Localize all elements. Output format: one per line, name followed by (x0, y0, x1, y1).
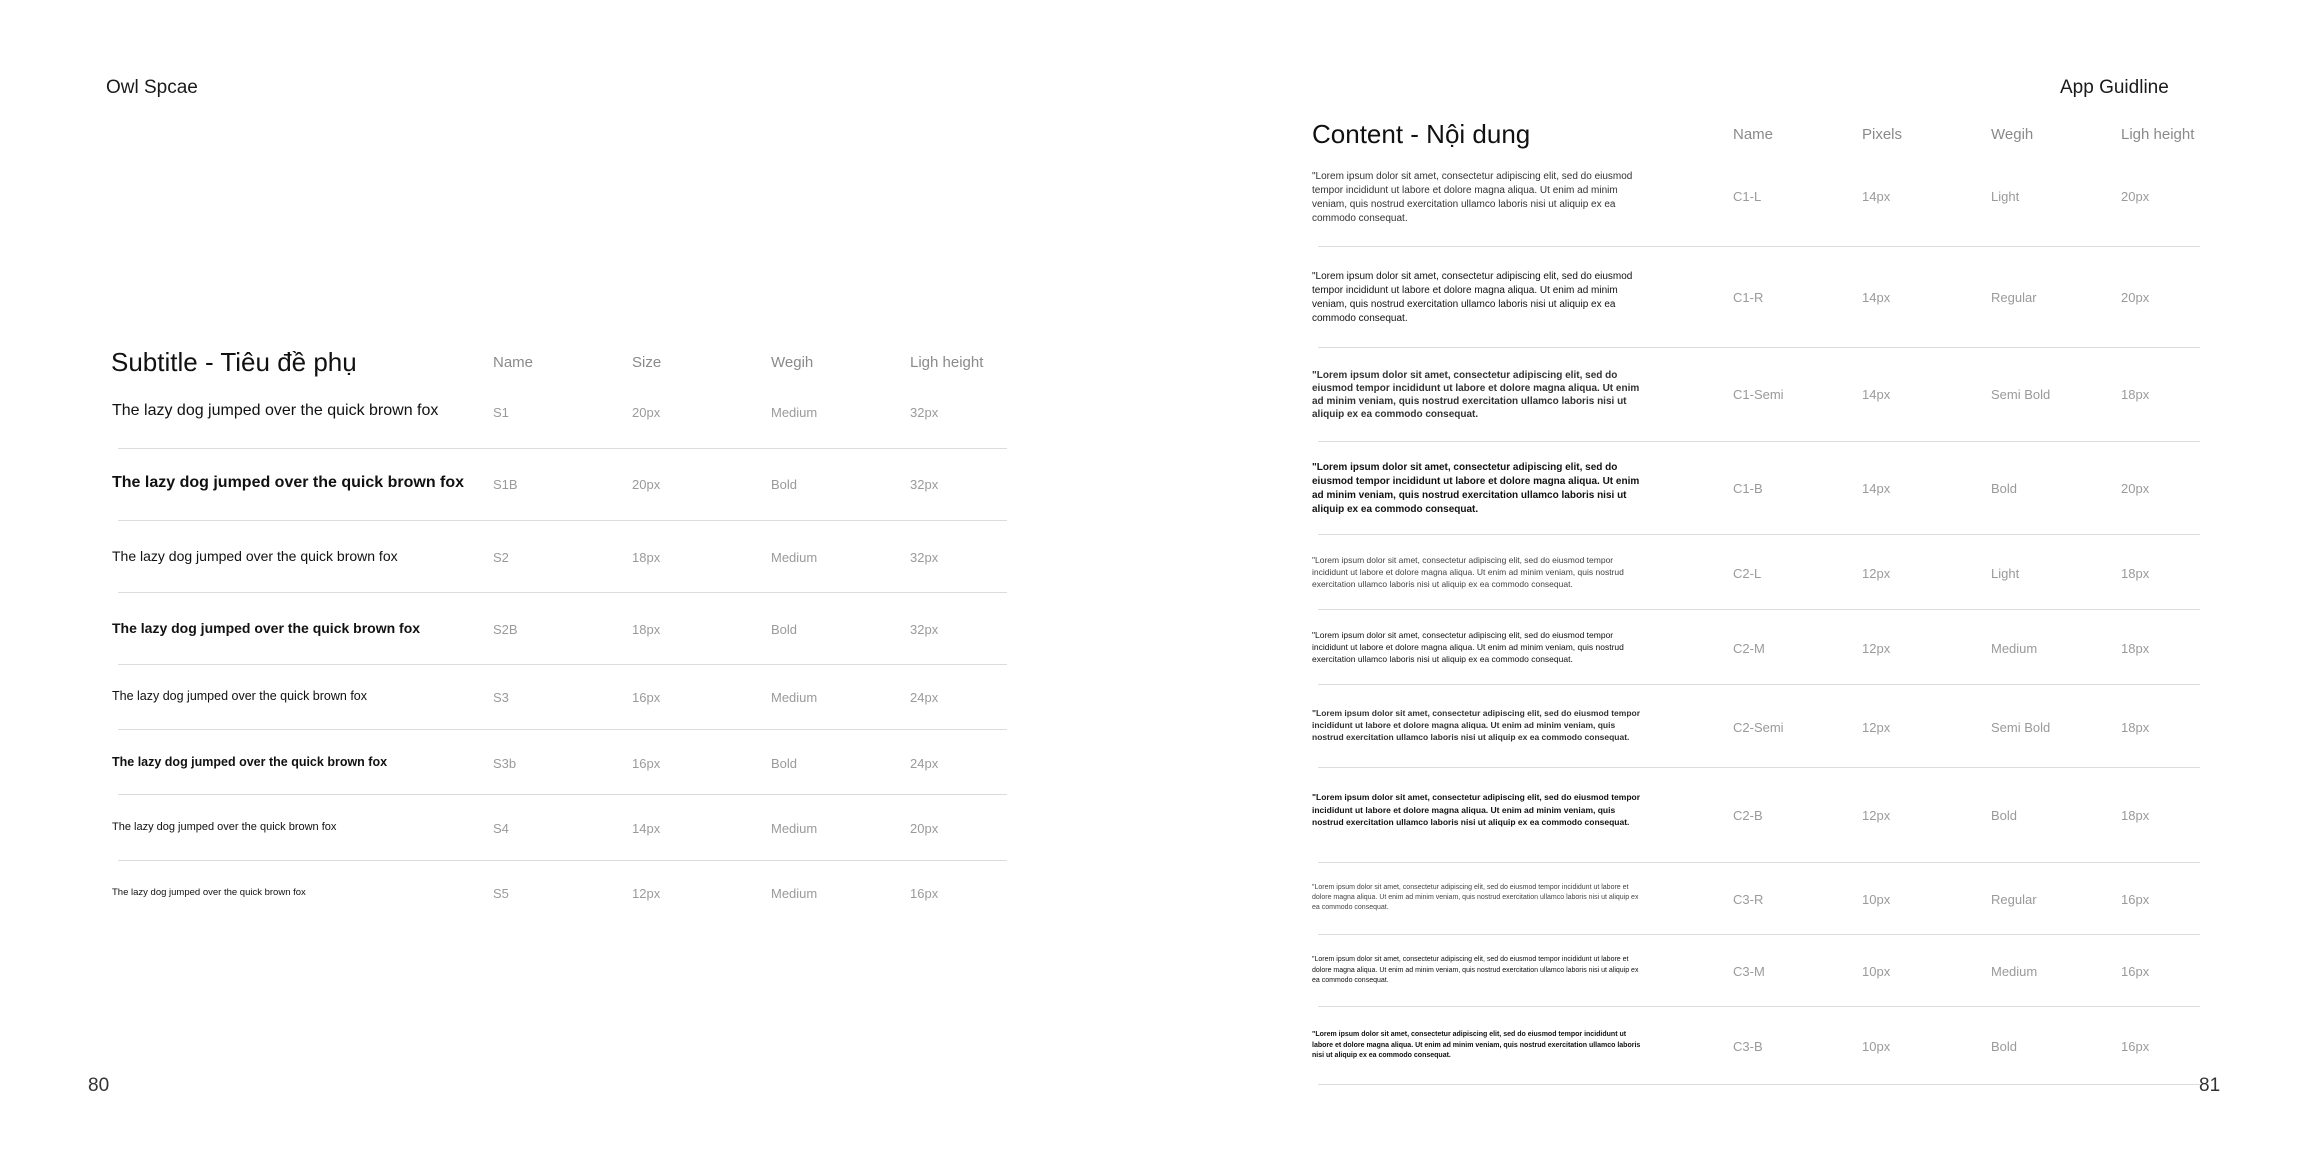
row-divider (1318, 534, 2200, 535)
cell-weight: Medium (1991, 964, 2038, 979)
sample-paragraph-c2-semi: "Lorem ipsum dolor sit amet, consectetur adipiscing elit, sed do eiusmod tempor incididunt ut labore et dolore magna aliqua. Ut enim ad minim veniam, quis nostrud exercitation ullamco laboris nisi ut aliquip ex ea commodo consequat. (1312, 708, 1641, 742)
section-title-content: Content - Nội dung (1312, 119, 1531, 149)
row-divider (118, 592, 1007, 593)
cell-name: C2-Semi (1733, 720, 1784, 735)
column-header-line-height: Ligh height (910, 354, 984, 371)
sample-text-s2: The lazy dog jumped over the quick brown fox (112, 548, 398, 564)
row-divider (1318, 767, 2200, 768)
sample-paragraph-c2-l: "Lorem ipsum dolor sit amet, consectetur adipiscing elit, sed do eiusmod tempor incididunt ut labore et dolore magna aliqua. Ut enim ad minim veniam, quis nostrud exercitation ullamco laboris nisi ut aliquip ex ea commodo consequat. (1312, 555, 1624, 589)
sample-text-s1: The lazy dog jumped over the quick brown fox (112, 402, 439, 419)
cell-name: C2-L (1733, 566, 1762, 581)
cell-name: C1-B (1733, 481, 1763, 496)
cell-weight: Bold (771, 622, 798, 637)
cell-pixels: 10px (1862, 1039, 1891, 1054)
cell-line-height: 18px (2121, 720, 2150, 735)
sample-paragraph-c1-semi: "Lorem ipsum dolor sit amet, consectetur adipiscing elit, sed do eiusmod tempor incididunt ut labore et dolore magna aliqua. Ut enim ad minim veniam, quis nostrud exercitation ullamco laboris nisi ut aliquip ex ea commodo consequat. (1312, 370, 1640, 420)
cell-size: 16px (632, 690, 661, 705)
cell-line-height: 18px (2121, 566, 2150, 581)
cell-line-height: 32px (910, 550, 939, 565)
cell-line-height: 32px (910, 477, 939, 492)
cell-line-height: 32px (910, 405, 939, 420)
cell-line-height: 16px (2121, 1039, 2150, 1054)
cell-weight: Bold (771, 756, 798, 771)
cell-weight: Bold (1991, 1039, 2018, 1054)
column-header-line-height: Ligh height (2121, 126, 2195, 143)
column-header-name: Name (493, 354, 534, 371)
cell-weight: Medium (771, 690, 818, 705)
cell-pixels: 10px (1862, 964, 1891, 979)
cell-name: C3-B (1733, 1039, 1763, 1054)
cell-line-height: 16px (2121, 892, 2150, 907)
cell-size: 18px (632, 622, 661, 637)
cell-weight: Medium (771, 405, 818, 420)
sample-paragraph-c1-l: "Lorem ipsum dolor sit amet, consectetur adipiscing elit, sed do eiusmod tempor incididunt ut labore et dolore magna aliqua. Ut enim ad minim veniam, quis nostrud exercitation ullamco laboris nisi ut aliquip ex ea commodo consequat. (1312, 171, 1633, 224)
cell-pixels: 10px (1862, 892, 1891, 907)
cell-pixels: 14px (1862, 387, 1891, 402)
cell-line-height: 20px (2121, 189, 2150, 204)
cell-name: S2 (493, 550, 509, 565)
document-header-right: App Guidline (2060, 77, 2169, 98)
row-divider (1318, 609, 2200, 610)
page-number-right: 81 (2199, 1075, 2221, 1096)
cell-name: C2-M (1733, 641, 1765, 656)
row-divider (118, 664, 1007, 665)
cell-weight: Bold (1991, 808, 2018, 823)
cell-pixels: 14px (1862, 481, 1891, 496)
cell-name: C3-R (1733, 892, 1764, 907)
sample-paragraph-c2-b: "Lorem ipsum dolor sit amet, consectetur adipiscing elit, sed do eiusmod tempor incididunt ut labore et dolore magna aliqua. Ut enim ad minim veniam, quis nostrud exercitation ullamco laboris nisi ut aliquip ex ea commodo consequat. (1312, 792, 1641, 827)
cell-size: 18px (632, 550, 661, 565)
sample-text-s5: The lazy dog jumped over the quick brown fox (112, 887, 306, 898)
cell-name: C1-R (1733, 290, 1764, 305)
row-divider (118, 520, 1007, 521)
cell-line-height: 16px (2121, 964, 2150, 979)
cell-pixels: 14px (1862, 290, 1891, 305)
cell-size: 16px (632, 756, 661, 771)
row-divider (118, 448, 1007, 449)
cell-weight: Regular (1991, 290, 2037, 305)
sample-text-s3b: The lazy dog jumped over the quick brown fox (112, 755, 388, 769)
sample-paragraph-c3-b: "Lorem ipsum dolor sit amet, consectetur adipiscing elit, sed do eiusmod tempor incididunt ut labore et dolore magna aliqua. Ut enim ad minim veniam, quis nostrud exercitation ullamco laboris nisi ut aliquip ex ea commodo consequat. (1312, 1031, 1641, 1059)
cell-name: C3-M (1733, 964, 1765, 979)
cell-name: S3 (493, 690, 509, 705)
cell-line-height: 32px (910, 622, 939, 637)
page-number-left: 80 (88, 1075, 110, 1096)
cell-weight: Semi Bold (1991, 387, 2051, 402)
cell-name: S3b (493, 756, 517, 771)
cell-name: S5 (493, 886, 509, 901)
cell-size: 14px (632, 821, 661, 836)
sample-text-s3: The lazy dog jumped over the quick brown fox (112, 689, 367, 703)
column-header-pixels: Pixels (1862, 126, 1903, 143)
cell-size: 20px (632, 477, 661, 492)
row-divider (1318, 1006, 2200, 1007)
row-divider (1318, 862, 2200, 863)
cell-line-height: 24px (910, 690, 939, 705)
cell-name: S4 (493, 821, 509, 836)
cell-pixels: 12px (1862, 720, 1891, 735)
row-divider (1318, 1084, 2200, 1085)
row-divider (118, 794, 1007, 795)
sample-paragraph-c1-r: "Lorem ipsum dolor sit amet, consectetur adipiscing elit, sed do eiusmod tempor incididunt ut labore et dolore magna aliqua. Ut enim ad minim veniam, quis nostrud exercitation ullamco laboris nisi ut aliquip ex ea commodo consequat. (1312, 271, 1633, 324)
row-divider (1318, 441, 2200, 442)
row-divider (1318, 934, 2200, 935)
cell-weight: Regular (1991, 892, 2037, 907)
cell-line-height: 18px (2121, 808, 2150, 823)
sample-paragraph-c2-m: "Lorem ipsum dolor sit amet, consectetur adipiscing elit, sed do eiusmod tempor incididunt ut labore et dolore magna aliqua. Ut enim ad minim veniam, quis nostrud exercitation ullamco laboris nisi ut aliquip ex ea commodo consequat. (1312, 630, 1624, 664)
cell-name: S1B (493, 477, 518, 492)
row-divider (1318, 684, 2200, 685)
cell-weight: Medium (771, 821, 818, 836)
sample-text-s1b: The lazy dog jumped over the quick brown fox (112, 474, 465, 491)
cell-line-height: 20px (2121, 290, 2150, 305)
row-divider (118, 729, 1007, 730)
cell-line-height: 16px (910, 886, 939, 901)
cell-name: S2B (493, 622, 518, 637)
cell-weight: Semi Bold (1991, 720, 2051, 735)
column-header-size: Size (632, 354, 662, 371)
cell-name: C1-L (1733, 189, 1762, 204)
cell-line-height: 20px (910, 821, 939, 836)
cell-name: C1-Semi (1733, 387, 1784, 402)
cell-size: 20px (632, 405, 661, 420)
cell-pixels: 12px (1862, 566, 1891, 581)
column-header-name: Name (1733, 126, 1774, 143)
row-divider (1318, 246, 2200, 247)
row-divider (1318, 347, 2200, 348)
cell-weight: Bold (771, 477, 798, 492)
cell-size: 12px (632, 886, 661, 901)
cell-name: C2-B (1733, 808, 1763, 823)
cell-pixels: 12px (1862, 808, 1891, 823)
cell-line-height: 18px (2121, 387, 2150, 402)
cell-line-height: 18px (2121, 641, 2150, 656)
cell-name: S1 (493, 405, 509, 420)
sample-paragraph-c1-b: "Lorem ipsum dolor sit amet, consectetur adipiscing elit, sed do eiusmod tempor incididunt ut labore et dolore magna aliqua. Ut enim ad minim veniam, quis nostrud exercitation ullamco laboris nisi ut aliquip ex ea commodo consequat. (1312, 462, 1640, 515)
cell-pixels: 14px (1862, 189, 1891, 204)
sample-paragraph-c3-m: "Lorem ipsum dolor sit amet, consectetur adipiscing elit, sed do eiusmod tempor incididunt ut labore et dolore magna aliqua. Ut enim ad minim veniam, quis nostrud exercitation ullamco laboris nisi ut aliquip ex ea commodo consequat. (1312, 956, 1639, 984)
cell-weight: Light (1991, 566, 2020, 581)
cell-weight: Bold (1991, 481, 2018, 496)
section-title-subtitle: Subtitle - Tiêu đề phụ (111, 347, 357, 377)
document-header-left: Owl Spcae (106, 77, 198, 98)
row-divider (118, 860, 1007, 861)
cell-weight: Medium (1991, 641, 2038, 656)
cell-weight: Medium (771, 886, 818, 901)
cell-line-height: 24px (910, 756, 939, 771)
sample-text-s4: The lazy dog jumped over the quick brown fox (112, 821, 337, 833)
cell-pixels: 12px (1862, 641, 1891, 656)
cell-weight: Light (1991, 189, 2020, 204)
cell-weight: Medium (771, 550, 818, 565)
column-header-weight: Wegih (771, 354, 814, 371)
cell-line-height: 20px (2121, 481, 2150, 496)
column-header-weight: Wegih (1991, 126, 2034, 143)
sample-text-s2b: The lazy dog jumped over the quick brown fox (112, 620, 421, 636)
sample-paragraph-c3-r: "Lorem ipsum dolor sit amet, consectetur adipiscing elit, sed do eiusmod tempor incididunt ut labore et dolore magna aliqua. Ut enim ad minim veniam, quis nostrud exercitation ullamco laboris nisi ut aliquip ex ea commodo consequat. (1312, 884, 1639, 911)
